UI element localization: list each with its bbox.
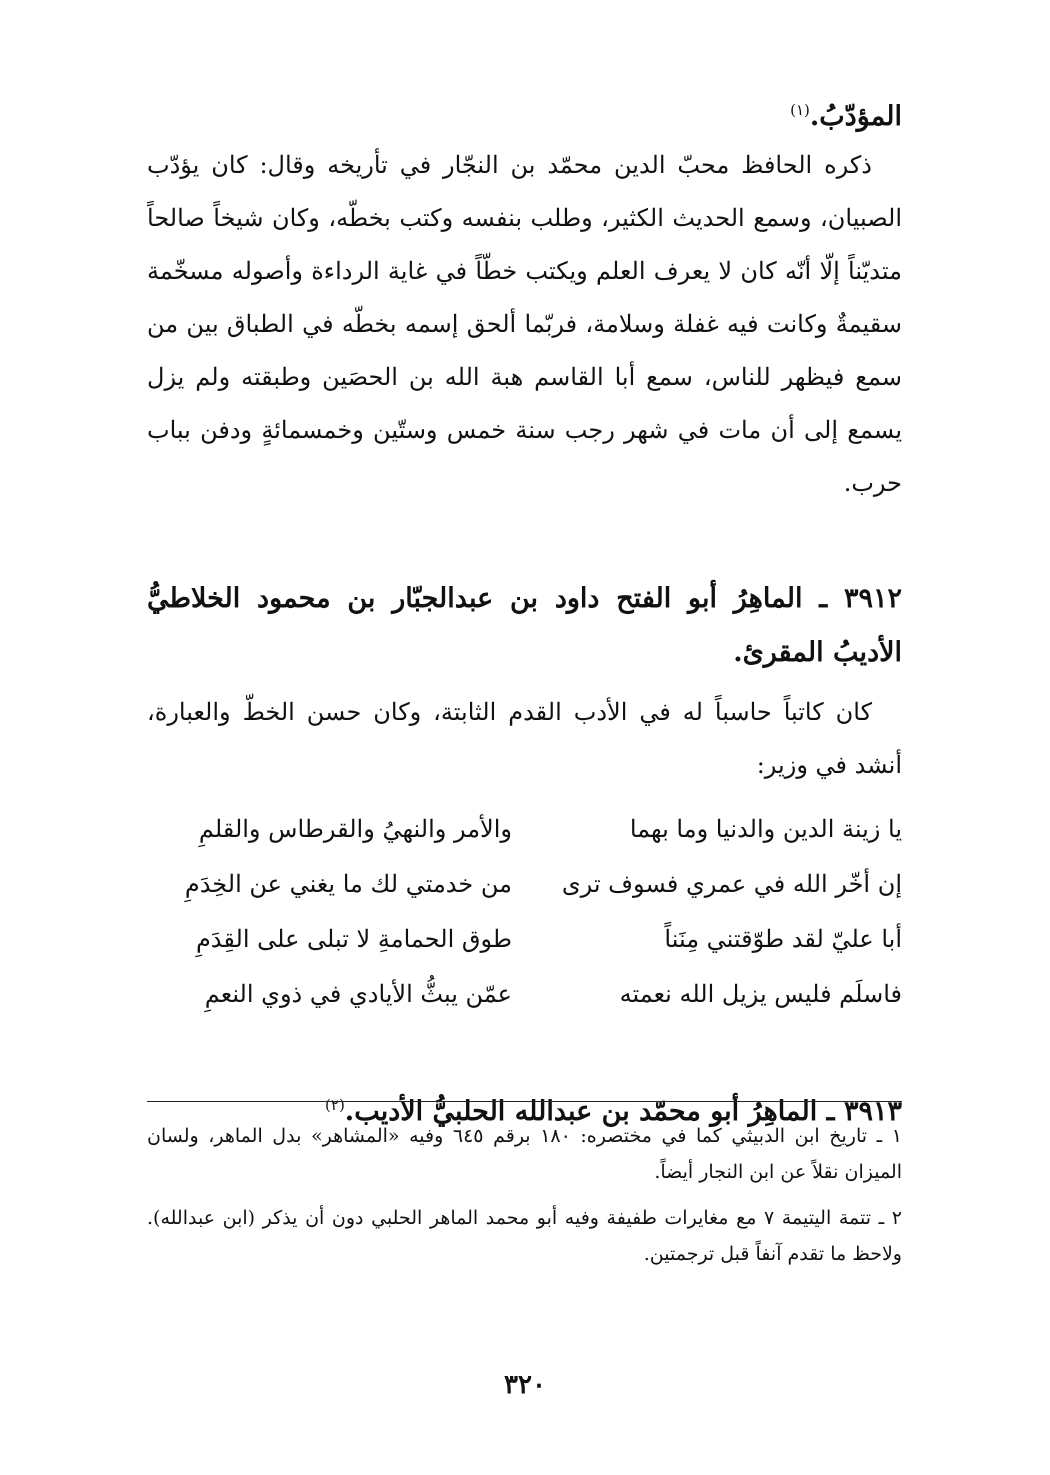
verse-second-hemistich: عمّن يبثُّ الأيادي في ذوي النعمِ — [204, 980, 512, 1008]
entry-3913-heading-text: ٣٩١٣ ـ الماهِرُ أبو محمّد بن عبدالله الحلبيُّ الأديب. — [344, 1096, 902, 1127]
verse-second-hemistich: من خدمتي لك ما يغني عن الخِدَمِ — [184, 870, 512, 898]
footnote-divider — [147, 1101, 902, 1102]
entry-3912-heading: ٣٩١٢ ـ الماهِرُ أبو الفتح داود بن عبدالجبّار بن محمود الخلاطيُّ الأديبُ المقرئ. — [147, 583, 902, 668]
verse-second-hemistich: طوق الحمامةِ لا تبلى على القِدَمِ — [195, 925, 512, 953]
poem-verse — [147, 967, 902, 1022]
verse-first-hemistich: إن أخّر الله في عمري فسوف ترى — [561, 870, 902, 898]
continued-entry-title — [147, 88, 902, 139]
footnote-ref-2: (٢) — [325, 1096, 345, 1114]
footnote-ref-1: (١) — [790, 101, 810, 119]
poem-verse — [147, 857, 902, 912]
verse-first-hemistich: يا زينة الدين والدنيا وما بهما — [629, 815, 902, 843]
verse-first-hemistich: أبا عليّ لقد طوّقتني مِنَناً — [664, 925, 902, 953]
continued-entry-title-text: المؤدّبُ. — [809, 101, 902, 132]
entry-3912-paragraph: كان كاتباً حاسباً له في الأدب القدم الثابتة، وكان حسن الخطّ والعبارة، أنشد في وزير: — [147, 698, 902, 779]
poem-verse — [147, 912, 902, 967]
poem — [147, 802, 902, 1022]
footnote-2: ٢ ـ تتمة اليتيمة ٧ مع مغايرات طفيفة وفيه أبو محمد الماهر الحلبي دون أن يذكر (ابن عبدالله). ولاحظ ما تقدم آنفاً قبل ترجمتين. — [147, 1207, 903, 1265]
poem-verse — [147, 802, 902, 857]
verse-second-hemistich: والأمر والنهيُ والقرطاس والقلمِ — [198, 815, 512, 843]
footnote-1: ١ ـ تاريخ ابن الدبيثي كما في مختصره: ١٨٠ برقم ٦٤٥ وفيه «المشاهر» بدل الماهر، ولسان الميزان نقلاً عن ابن النجار أيضاً. — [147, 1125, 903, 1183]
page-number: ٣٢٠ — [504, 1370, 546, 1400]
footnotes — [147, 1118, 902, 1282]
verse-first-hemistich: فاسلَم فليس يزيل الله نعمته — [619, 980, 902, 1008]
continued-entry-paragraph: ذكره الحافظ محبّ الدين محمّد بن النجّار في تأريخه وقال: كان يؤدّب الصبيان، وسمع الحديث الكثير، وطلب بنفسه وكتب بخطّه، وكان شيخاً صالحاً متديّناً إلّا أنّه كان لا يعرف العلم ويكتب خطّاً في غاية الرداءة وأصوله مسخّمة سقيمةٌ وكانت فيه غفلة وسلامة، فربّما ألحق إسمه بخطّه في الطباق بين من سمع فيظهر للناس، سمع أبا القاسم هبة الله بن الحصَين وطبقته ولم يزل يسمع إلى أن مات في شهر رجب سنة خمس وستّين وخمسمائةٍ ودفن بباب حرب. — [147, 151, 902, 497]
main-text — [147, 88, 902, 1145]
